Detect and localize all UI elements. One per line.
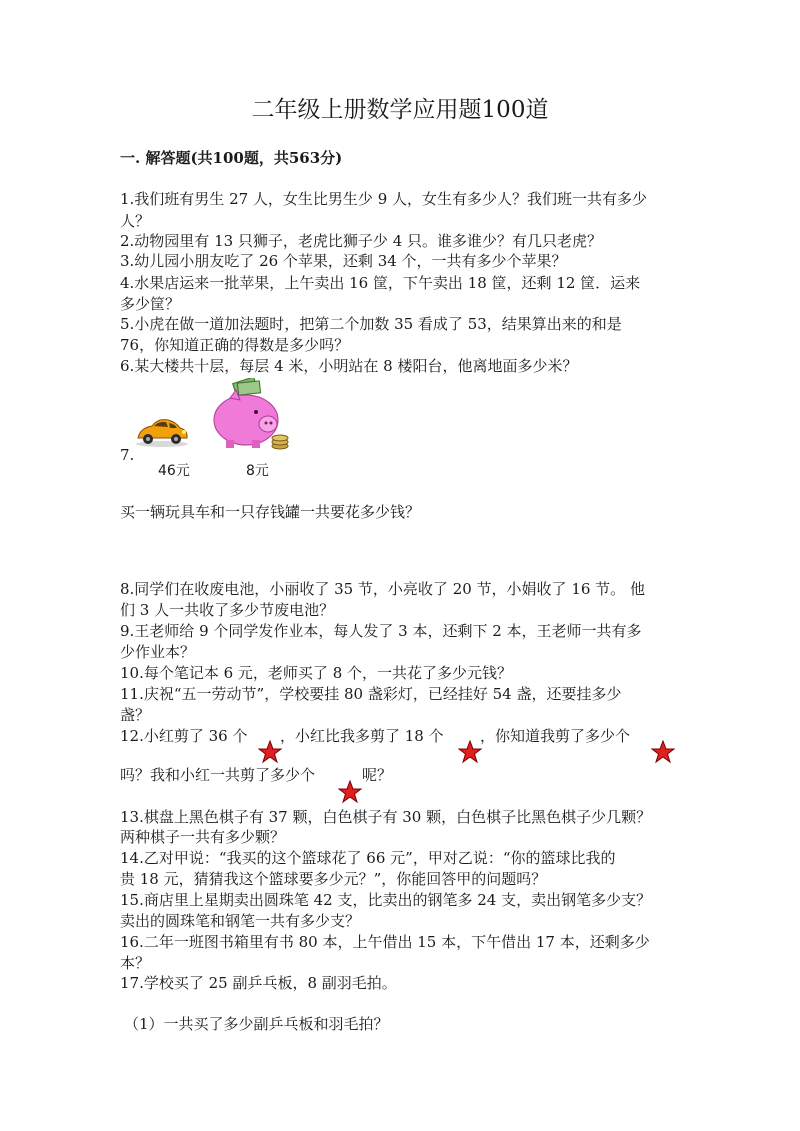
question-2: 2.动物园里有 13 只狮子，老虎比狮子少 4 只。谁多谁少？有几只老虎？ xyxy=(120,232,603,250)
question-5-line-2: 76，你知道正确的得数是多少吗？ xyxy=(120,336,350,354)
question-13-line-2: 两种棋子一共有多少颗？ xyxy=(120,828,286,846)
question-6: 6.某大楼共十层，每层 4 米，小明站在 8 楼阳台，他离地面多少米？ xyxy=(120,357,578,375)
question-9-line-2: 少作业本？ xyxy=(120,643,196,661)
question-16-line-2: 本？ xyxy=(120,954,151,972)
question-15-line-2: 卖出的圆珠笔和钢笔一共有多少支？ xyxy=(120,912,361,930)
question-17-sub-1: （1）一共买了多少副乒乓板和羽毛拍？ xyxy=(124,1015,389,1033)
star-icon xyxy=(458,740,482,764)
question-1-line-2: 人？ xyxy=(120,212,151,230)
page-title: 二年级上册数学应用题100道 xyxy=(251,97,549,123)
question-4-line-1: 4.水果店运来一批苹果，上午卖出 16 筐，下午卖出 18 筐，还剩 12 筐．运来 xyxy=(120,274,641,292)
question-1-line-1: 1.我们班有男生 27 人，女生比男生少 9 人，女生有多少人？我们班一共有多少 xyxy=(120,190,648,208)
toy-car-price: 46元 xyxy=(158,463,190,479)
question-12-part-1: 12.小红剪了 36 个 xyxy=(120,727,248,745)
question-14-line-2: 贵 18 元，猜猜我这个篮球要多少元？”，你能回答甲的问题吗？ xyxy=(120,870,547,888)
question-12-part-4: 吗？我和小红一共剪了多少个 xyxy=(120,766,316,784)
section-heading: 一. 解答题(共100题，共563分) xyxy=(120,149,343,167)
piggy-bank-icon xyxy=(208,378,290,452)
question-8-line-1: 8.同学们在收废电池，小丽收了 35 节，小亮收了 20 节，小娟收了 16 节。 他 xyxy=(120,580,645,598)
question-8-line-2: 们 3 人一共收了多少节废电池？ xyxy=(120,601,335,619)
question-13-line-1: 13.棋盘上黑色棋子有 37 颗，白色棋子有 30 颗，白色棋子比黑色棋子少几颗？ xyxy=(120,808,652,826)
question-5-line-1: 5.小虎在做一道加法题时，把第二个加数 35 看成了 53，结果算出来的和是 xyxy=(120,315,622,333)
question-16-line-1: 16.二年一班图书箱里有书 80 本，上午借出 15 本，下午借出 17 本，还剩多少 xyxy=(120,933,650,951)
question-12-part-3: ，你知道我剪了多少个 xyxy=(480,727,631,745)
question-9-line-1: 9.王老师给 9 个同学发作业本，每人发了 3 本，还剩下 2 本，王老师一共有多 xyxy=(120,622,642,640)
star-icon xyxy=(651,740,675,764)
question-3: 3.幼儿园小朋友吃了 26 个苹果，还剩 34 个，一共有多少个苹果？ xyxy=(120,252,567,270)
question-15-line-1: 15.商店里上星期卖出圆珠笔 42 支，比卖出的钢笔多 24 支，卖出钢笔多少支？ xyxy=(120,891,652,909)
question-12-part-2: ，小红比我多剪了 18 个 xyxy=(280,727,444,745)
toy-car-icon xyxy=(134,414,190,448)
question-7-number: 7. xyxy=(120,446,135,464)
piggy-bank-price: 8元 xyxy=(246,463,269,479)
question-17: 17.学校买了 25 副乒乓板，8 副羽毛拍。 xyxy=(120,974,397,992)
question-7-text: 买一辆玩具车和一只存钱罐一共要花多少钱？ xyxy=(120,503,421,521)
question-11-line-2: 盏？ xyxy=(120,706,151,724)
question-10: 10.每个笔记本 6 元，老师买了 8 个，一共花了多少元钱？ xyxy=(120,664,513,682)
star-icon xyxy=(338,780,362,804)
star-icon xyxy=(258,740,282,764)
question-12-part-5: 呢？ xyxy=(362,766,393,784)
question-11-line-1: 11.庆祝“五一劳动节”，学校要挂 80 盏彩灯，已经挂好 54 盏，还要挂多少 xyxy=(120,685,622,703)
question-4-line-2: 多少筐？ xyxy=(120,295,181,313)
question-14-line-1: 14.乙对甲说：“我买的这个篮球花了 66 元”，甲对乙说：“你的篮球比我的 xyxy=(120,849,616,867)
